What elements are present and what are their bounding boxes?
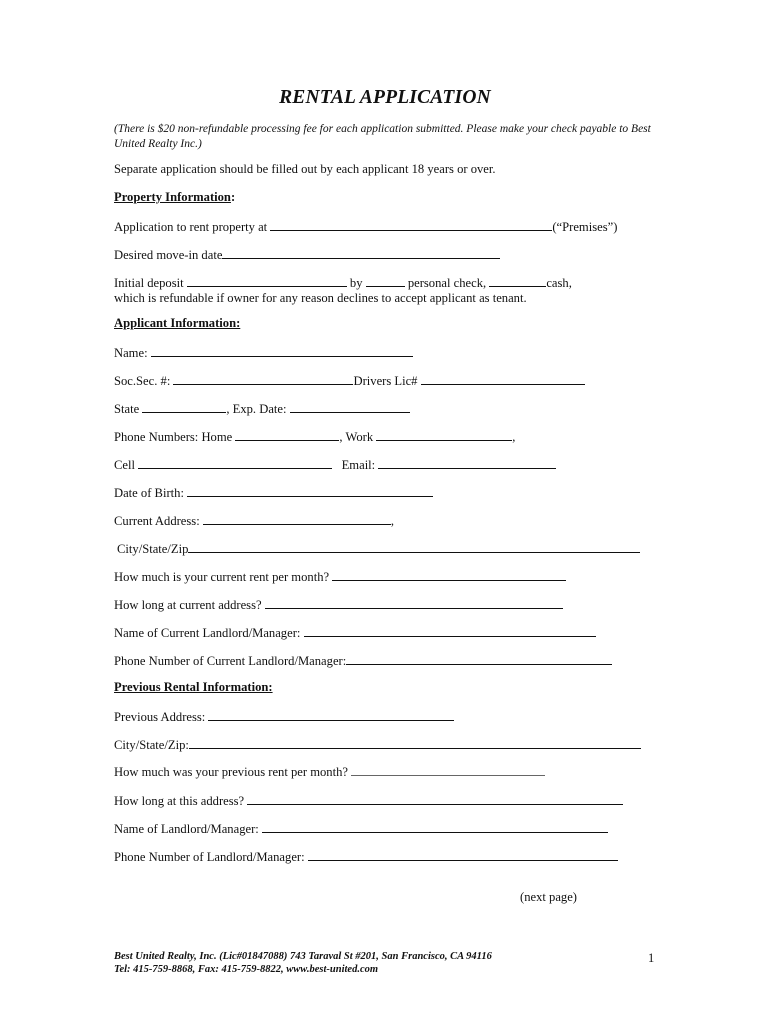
footer-address: Best United Realty, Inc. (Lic#01847088) 743 Taraval St #201, San Francisco, CA 94116 [114, 951, 492, 962]
city-state-zip-field[interactable] [188, 540, 640, 553]
previous-duration-row [114, 792, 623, 809]
work-phone-field[interactable] [376, 428, 512, 441]
current-address-comma: , [390, 514, 395, 528]
current-landlord-phone-field[interactable] [346, 652, 612, 665]
name-row [114, 344, 413, 361]
cell-label: Cell [114, 458, 135, 472]
applicant-information-heading [114, 316, 240, 331]
current-duration-row [114, 596, 563, 613]
email-label: Email: [341, 458, 376, 472]
premises-label: (“Premises”) [552, 220, 618, 234]
previous-address-row [114, 708, 454, 725]
property-heading-colon: : [230, 190, 236, 204]
rent-property-label: Application to rent property at [114, 220, 268, 234]
current-landlord-field[interactable] [304, 624, 596, 637]
previous-city-label: City/State/Zip: [114, 738, 189, 752]
previous-address-field[interactable] [208, 708, 454, 721]
move-in-date-field[interactable] [222, 246, 500, 259]
city-state-zip-label: City/State/Zip [117, 542, 189, 556]
by-label: by [349, 276, 363, 290]
current-rent-field[interactable] [332, 568, 566, 581]
fee-note: (There is $20 non-refundable processing fee for each application submitted. Please make your check payable to Best United Realty Inc.) [114, 123, 651, 150]
cell-field[interactable] [138, 456, 332, 469]
city-state-zip-row [117, 540, 640, 557]
previous-heading-text: Previous Rental Information: [114, 680, 273, 694]
ssn-row [114, 372, 585, 389]
previous-rent-field[interactable] [351, 764, 545, 776]
applicant-heading-text: Applicant Information: [114, 316, 241, 330]
previous-city-row [114, 736, 641, 753]
drivers-license-label: Drivers Lic# [353, 374, 418, 388]
state-label: State [114, 402, 140, 416]
home-phone-field[interactable] [235, 428, 339, 441]
email-field[interactable] [378, 456, 556, 469]
previous-rent-label: How much was your previous rent per month? [114, 765, 348, 779]
current-address-label: Current Address: [114, 514, 200, 528]
previous-duration-label: How long at this address? [114, 794, 245, 808]
dob-field[interactable] [187, 484, 433, 497]
previous-landlord-row [114, 820, 608, 837]
dob-row [114, 484, 433, 501]
current-address-field[interactable] [203, 512, 391, 525]
move-in-label: Desired move-in date [114, 248, 223, 262]
ssn-field[interactable] [173, 372, 353, 385]
work-phone-comma: , [512, 430, 516, 444]
footer [114, 950, 492, 976]
name-field[interactable] [151, 344, 413, 357]
previous-landlord-phone-row [114, 848, 618, 865]
previous-duration-field[interactable] [247, 792, 623, 805]
current-duration-label: How long at current address? [114, 598, 262, 612]
separate-application-note: Separate application should be filled out by each applicant 18 years or over. [114, 162, 496, 176]
state-field[interactable] [142, 400, 226, 413]
work-phone-label: , Work [339, 430, 374, 444]
previous-rent-row [114, 764, 545, 780]
exp-date-label: , Exp. Date: [226, 402, 287, 416]
page-title: RENTAL APPLICATION [279, 87, 491, 108]
personal-check-label: personal check, [407, 276, 487, 290]
footer-contact: Tel: 415-759-8868, Fax: 415-759-8822, www.best-united.com [114, 964, 379, 975]
exp-date-field[interactable] [290, 400, 410, 413]
previous-rental-heading [114, 680, 273, 695]
previous-landlord-label: Name of Landlord/Manager: [114, 822, 259, 836]
rent-property-row [114, 218, 617, 235]
cash-field[interactable] [489, 274, 546, 287]
previous-landlord-phone-field[interactable] [308, 848, 618, 861]
move-in-row [114, 246, 500, 263]
current-landlord-label: Name of Current Landlord/Manager: [114, 626, 301, 640]
deposit-row [114, 274, 572, 305]
page-number: 1 [648, 951, 655, 965]
dob-label: Date of Birth: [114, 486, 184, 500]
property-information-heading [114, 190, 235, 205]
previous-address-label: Previous Address: [114, 710, 206, 724]
current-landlord-phone-label: Phone Number of Current Landlord/Manager: [114, 654, 347, 668]
property-heading-text: Property Information [114, 190, 231, 204]
previous-city-field[interactable] [189, 736, 641, 749]
cash-label: cash, [546, 276, 572, 290]
previous-landlord-field[interactable] [262, 820, 608, 833]
premises-address-field[interactable] [270, 218, 552, 231]
cell-row [114, 456, 556, 473]
ssn-label: Soc.Sec. #: [114, 374, 171, 388]
deposit-label: Initial deposit [114, 276, 184, 290]
refund-note: which is refundable if owner for any reason declines to accept applicant as tenant. [114, 290, 527, 305]
previous-landlord-phone-label: Phone Number of Landlord/Manager: [114, 850, 305, 864]
state-row [114, 400, 410, 417]
drivers-license-field[interactable] [421, 372, 585, 385]
personal-check-field[interactable] [366, 274, 405, 287]
current-duration-field[interactable] [265, 596, 563, 609]
next-page-note: (next page) [520, 890, 577, 904]
current-landlord-row [114, 624, 596, 641]
current-rent-row [114, 568, 566, 585]
current-landlord-phone-row [114, 652, 612, 669]
deposit-amount-field[interactable] [187, 274, 347, 287]
current-rent-label: How much is your current rent per month? [114, 570, 330, 584]
home-phone-label: Phone Numbers: Home [114, 430, 233, 444]
name-label: Name: [114, 346, 148, 360]
phone-row [114, 428, 515, 445]
current-address-row [114, 512, 394, 529]
